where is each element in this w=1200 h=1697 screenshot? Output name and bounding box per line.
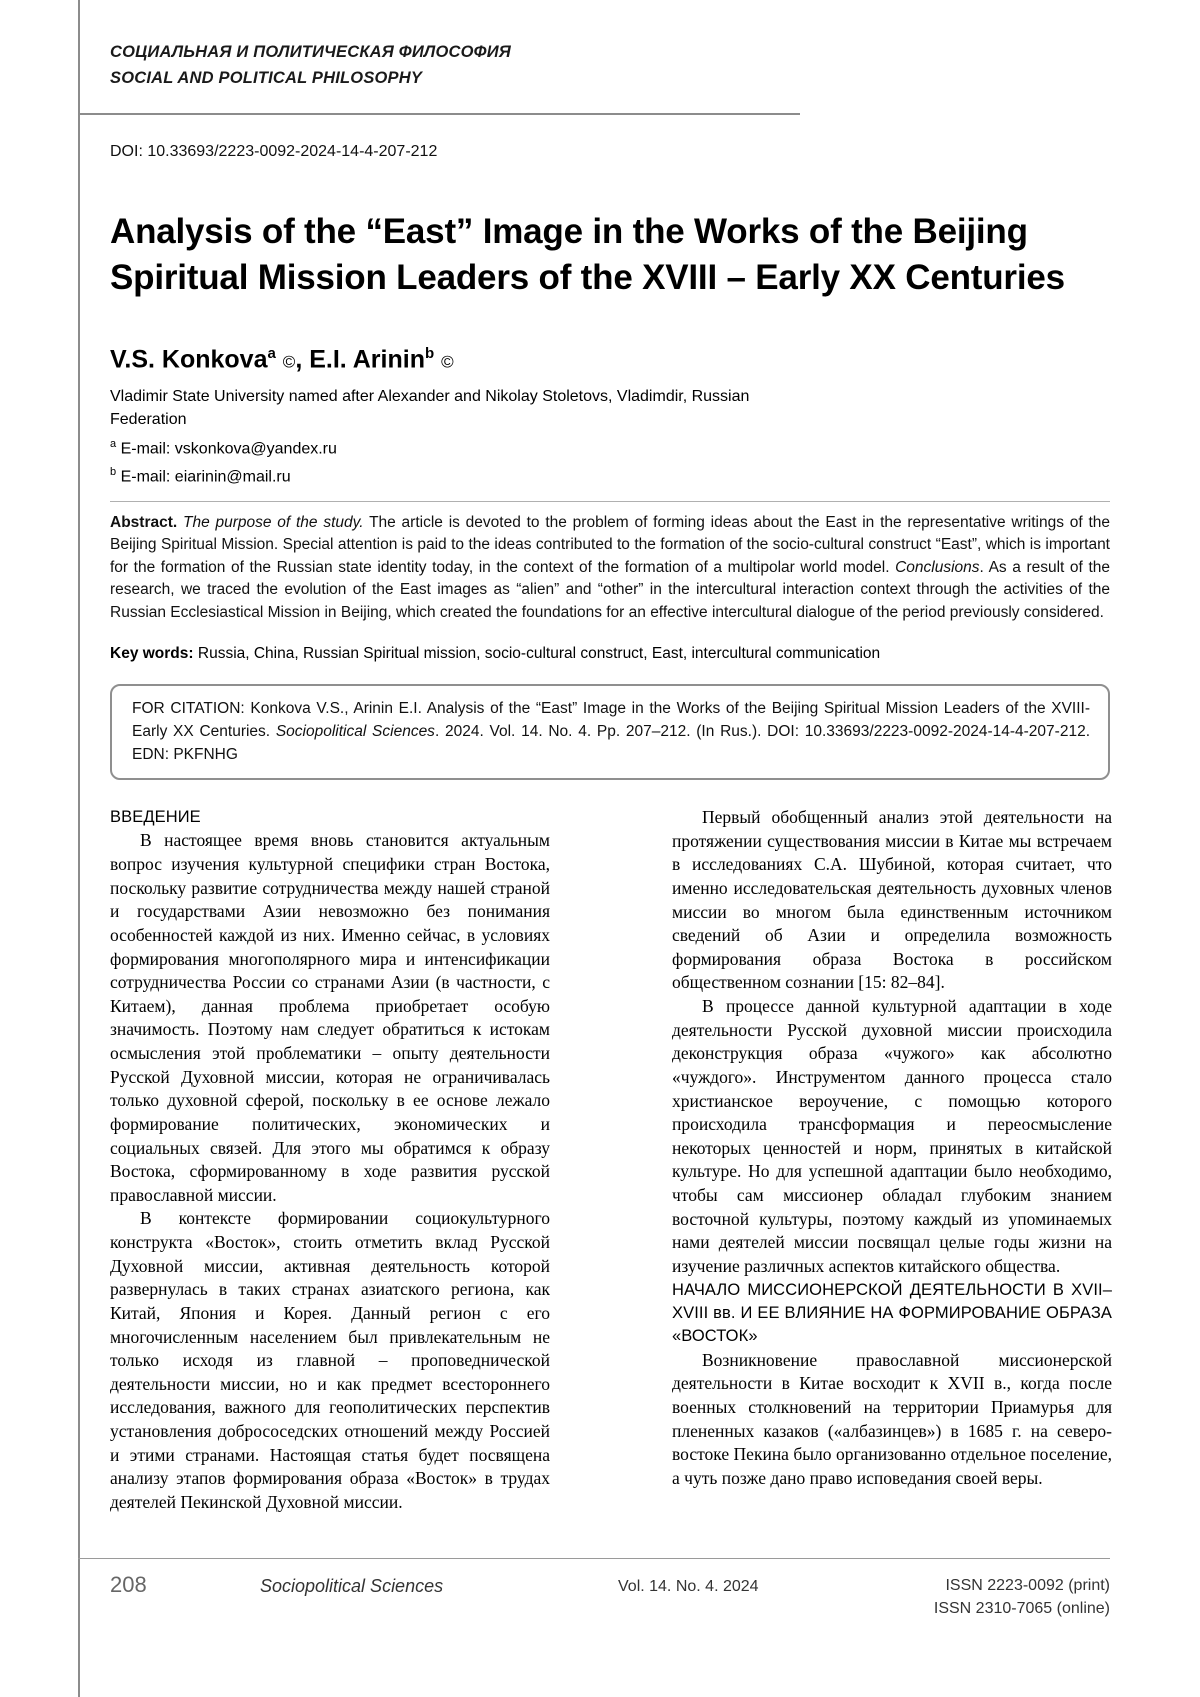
running-head <box>110 40 800 91</box>
email-address-a[interactable]: E-mail: vskonkova@yandex.ru <box>120 440 337 458</box>
author-1-affil-marker: a <box>267 345 276 362</box>
keywords-label: Key words: <box>110 645 194 662</box>
page-footer <box>110 1570 1110 1630</box>
citation-journal: Sociopolitical Sciences <box>275 722 435 740</box>
page-content <box>110 0 1110 1697</box>
running-head-rule <box>78 113 800 115</box>
footer-divider <box>78 1558 1110 1559</box>
abstract-label: Abstract. <box>110 514 178 531</box>
author-1-orcid-icon[interactable]: © <box>282 352 296 372</box>
page-title: Analysis of the “East” Image in the Works of the Beijing Spiritual Mission Leaders of the XVIII – Early XX Centuries <box>110 212 1065 298</box>
running-head-ru: СОЦИАЛЬНАЯ И ПОЛИТИЧЕСКАЯ ФИЛОСОФИЯ <box>110 43 512 61</box>
issn-online: ISSN 2310-7065 (online) <box>933 1600 1110 1618</box>
footer-journal-name: Sociopolitical Sciences <box>260 1576 444 1596</box>
abstract-divider <box>110 501 1110 502</box>
body-column-right <box>672 806 1112 1491</box>
authors-line <box>110 345 454 374</box>
email-item <box>110 463 810 491</box>
affiliation: Vladimir State University named after Alexander and Nikolay Stoletovs, Vladimdir, Russian Federation <box>110 388 750 428</box>
issn-print: ISSN 2223-0092 (print) <box>945 1577 1110 1594</box>
author-2-name: E.I. Arinin <box>309 345 425 374</box>
paragraph: Возникновение православной миссионерской деятельности в Китае восходит к XVII в., когда после военных столкновений на территории Приамурья для плененных казаков («албазинцев») в 1685 г. на северо-востоке Пекина было организованно отдельное поселение, а чуть позже дано право исповедания своей веры. <box>672 1349 1112 1488</box>
paragraph: В процессе данной культурной адаптации в ходе деятельности Русской духовной миссии происходила деконструкция образа «чужого» как абсолютно «чуждого». Инструментом данного процесса стало христианское вероучение, с помощью которого происходила трансформация и переосмысление некоторых ценностей и норм, принятых в китайской культуре. Но для успешной адаптации было необходимо, чтобы сам миссионер обладал глубоким знанием восточной культуры, поэтому каждый из упоминаемых нами деятелей миссии посвящал целые годы жизни на изучение различных аспектов китайского общества. <box>672 996 1112 1276</box>
author-1-name: V.S. Konkova <box>110 345 268 374</box>
email-marker-a: a <box>110 438 117 450</box>
author-2-affil-marker: b <box>424 345 435 362</box>
email-marker-b: b <box>110 466 117 479</box>
abstract-conclusions-label: Conclusions <box>895 558 980 576</box>
left-margin-rule <box>78 0 80 1697</box>
email-list <box>110 435 810 492</box>
section-heading-mission-start: НАЧАЛО МИССИОНЕРСКОЙ ДЕЯТЕЛЬНОСТИ В XVII–XVIII вв. И ЕЕ ВЛИЯНИЕ НА ФОРМИРОВАНИЕ ОБРАЗА «ВОСТОК» <box>672 1280 1112 1346</box>
email-address-b[interactable]: E-mail: eiarinin@mail.ru <box>120 468 291 486</box>
author-2-orcid-icon[interactable]: © <box>441 352 454 372</box>
running-head-en: SOCIAL AND POLITICAL PHILOSOPHY <box>110 68 423 87</box>
email-item <box>110 435 810 463</box>
paragraph: В настоящее время вновь становится актуальным вопрос изучения культурной специфики стран Востока, поскольку развитие сотрудничества между нашей страной и государствами Азии невозможно без понимания особенностей каждой из них. Именно сейчас, в условиях формирования многополярного мира и интенсификации сотрудничества России со странами Азии (в частности, с Китаем), данная проблема приобретает особую значимость. Поэтому нам следует обратиться к истокам осмысления этой проблематики – опыту деятельности Русской Духовной миссии, которая не ограничивалась только духовной сферой, поскольку в ее основе лежало формирование политических, экономических и социальных связей. Для этого мы обратимся к образу Востока, сформированному в ходе развития русской православной миссии. <box>110 830 550 1205</box>
doi-line: DOI: 10.33693/2223-0092-2024-14-4-207-212 <box>110 143 438 160</box>
section-heading-introduction: ВВЕДЕНИЕ <box>110 808 201 826</box>
page-number: 208 <box>110 1572 147 1597</box>
paragraph: В контексте формировании социокультурного конструкта «Восток», стоить отметить вклад Русской Духовной миссии, активная деятельность которой развернулась в таких странах азиатского региона, как Китай, Япония и Корея. Данный регион с его многочисленным населением был привлекательным не только исходя из главной – проповеднической деятельности миссии, но и как предмет всестороннего исследования, важного для геополитических перспектив установления добрососедских отношений между Россией и этими странами. Настоящая статья будет посвящена анализу этапов формирования образа «Восток» в трудах деятелей Пекинской Духовной миссии. <box>110 1208 550 1512</box>
body-column-left <box>110 806 550 1515</box>
authors-separator: , <box>295 345 310 374</box>
footer-volume-issue: Vol. 14. No. 4. 2024 <box>618 1578 759 1595</box>
abstract-body-1: The article is devoted to the problem of forming ideas about the East in the representative writings of the Beijing Spiritual Mission. Special attention is paid to the ideas contributed to the formation of the socio-cultural construct “East”, which is important for the formation of the Russian state identity today, in the context of the formation of a multipolar world model. <box>110 514 1111 576</box>
paragraph: Первый обобщенный анализ этой деятельности на протяжении существования миссии в Китае мы встречаем в исследованиях С.А. Шубиной, которая считает, что именно исследовательская деятельность духовных членов миссии во многом была единственным источником сведений об Азии и определила возможность формирования образа Востока в российском общественном сознании [15: 82–84]. <box>672 807 1112 993</box>
citation-lead: FOR CITATION: Konkova V.S., Arinin E.I. Analysis of the “East” Image in the Works of the Beijing Spiritual Mission Leaders of the XVIII- Early XX Centuries. <box>132 700 1090 740</box>
citation-tail: . 2024. Vol. 14. No. 4. Pp. 207–212. (In Rus.). DOI: 10.33693/2223-0092-2024-14-4-207-212. EDN: PKFNHG <box>132 722 1090 763</box>
citation-text <box>132 698 1090 766</box>
keywords <box>110 643 1110 665</box>
footer-issn <box>934 1574 1110 1620</box>
abstract-body-2: . As a result of the research, we traced the evolution of the East images as “alien” and “other” in the intercultural interaction context through the activities of the Russian Ecclesiastical Mission in Beijing, which created the foundations for an effective intercultural dialogue of the period previously considered. <box>110 558 1110 621</box>
keywords-text: Russia, China, Russian Spiritual mission, socio-cultural construct, East, intercultural communication <box>197 645 881 662</box>
abstract <box>110 512 1110 624</box>
abstract-purpose-label: The purpose of the study. <box>182 514 364 531</box>
